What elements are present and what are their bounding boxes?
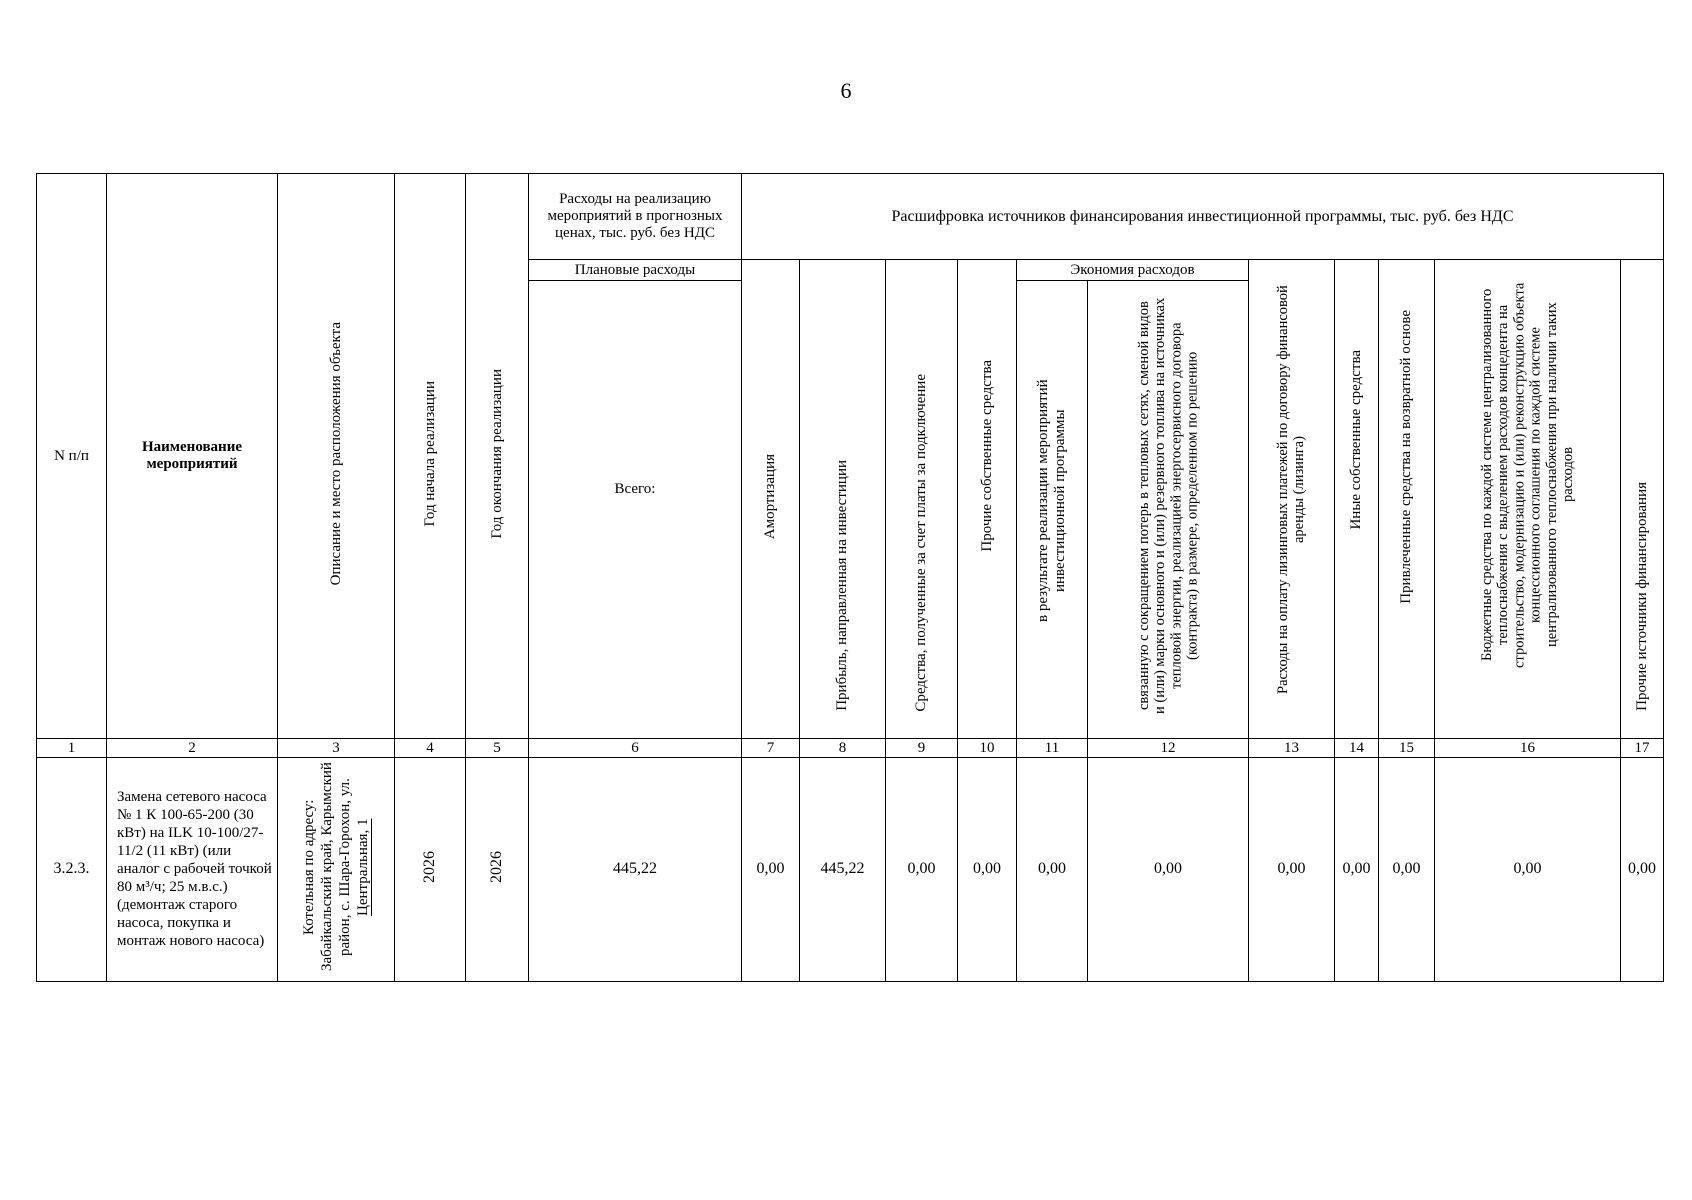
row-year-start: 2026 [395, 758, 466, 982]
row-savings-program: 0,00 [1017, 758, 1088, 982]
header-savings-losses: связанную с сокращением потерь в тепловых сетях, сменой видов и (или) марки основного и (или) резервного топлива на источниках тепловой энергии, реализацией энергосервисного договора (контракта) в размере, определенном по решению [1088, 281, 1249, 739]
row-amortization: 0,00 [742, 758, 800, 982]
investment-program-table [36, 173, 1664, 982]
row-other-own-funds: 0,00 [1335, 758, 1379, 982]
header-savings-program: в результате реализации мероприятий инвестиционной программы [1017, 281, 1088, 739]
header-year-end: Год окончания реализации [466, 174, 529, 739]
header-budget: Бюджетные средства по каждой системе централизованного теплоснабжения с выделением расходов концедента на строительство, модернизацию и (или) реконструкцию объекта концессионного соглашения по каждой системе централизованного теплоснабжения при наличии таких расходов [1435, 260, 1621, 739]
column-number: 13 [1249, 739, 1335, 758]
header-savings: Экономия расходов [1017, 260, 1249, 281]
row-name: Замена сетевого насоса № 1 К 100-65-200 (30 кВт) на ILK 10-100/27-11/2 (11 кВт) (или аналог с рабочей точкой 80 м³/ч; 25 м.в.с.) (демонтаж старого насоса, покупка и монтаж нового насоса) [107, 758, 278, 982]
column-number: 4 [395, 739, 466, 758]
column-number: 7 [742, 739, 800, 758]
row-profit: 445,22 [800, 758, 886, 982]
column-number: 1 [37, 739, 107, 758]
header-year-start: Год начала реализации [395, 174, 466, 739]
row-location: Котельная по адресу: Забайкальский край, Карымский район, с. Шара-Горохон, ул. Центральная, 1 [278, 758, 395, 982]
column-number: 15 [1379, 739, 1435, 758]
header-planned: Плановые расходы Всего: [529, 260, 742, 739]
column-number: 2 [107, 739, 278, 758]
column-number: 17 [1621, 739, 1664, 758]
header-profit: Прибыль, направленная на инвестиции [800, 260, 886, 739]
page-number: 6 [840, 78, 852, 103]
row-num: 3.2.3. [37, 758, 107, 982]
table-row [37, 758, 1664, 982]
column-number: 12 [1088, 739, 1249, 758]
column-number: 14 [1335, 739, 1379, 758]
row-other-own: 0,00 [958, 758, 1017, 982]
row-leasing: 0,00 [1249, 758, 1335, 982]
header-amortization: Амортизация [742, 260, 800, 739]
column-number: 9 [886, 739, 958, 758]
header-leasing: Расходы на оплату лизинговых платежей по договору финансовой аренды (лизинга) [1249, 260, 1335, 739]
header-other-own-funds: Иные собственные средства [1335, 260, 1379, 739]
column-numbers-row [37, 739, 1664, 758]
column-number: 10 [958, 739, 1017, 758]
header-connection-fee: Средства, полученные за счет платы за подключение [886, 260, 958, 739]
header-other-sources: Прочие источники финансирования [1621, 260, 1664, 739]
row-year-end: 2026 [466, 758, 529, 982]
row-total: 445,22 [529, 758, 742, 982]
header-borrowed: Привлеченные средства на возвратной основе [1379, 260, 1435, 739]
header-num: N п/п [37, 174, 107, 739]
header-costs-title: Расходы на реализацию мероприятий в прогнозных ценах, тыс. руб. без НДС [529, 174, 742, 260]
row-savings-losses: 0,00 [1088, 758, 1249, 982]
header-other-own: Прочие собственные средства [958, 260, 1017, 739]
row-location-street: Центральная, 1 [355, 818, 371, 916]
column-number: 5 [466, 739, 529, 758]
column-number: 6 [529, 739, 742, 758]
column-number: 3 [278, 739, 395, 758]
header-sources-title: Расшифровка источников финансирования инвестиционной программы, тыс. руб. без НДС [742, 174, 1664, 260]
header-total: Всего: [614, 481, 656, 497]
row-other-sources: 0,00 [1621, 758, 1664, 982]
header-name: Наименование мероприятий [107, 174, 278, 739]
row-borrowed: 0,00 [1379, 758, 1435, 982]
column-number: 16 [1435, 739, 1621, 758]
row-connection-fee: 0,00 [886, 758, 958, 982]
column-number: 11 [1017, 739, 1088, 758]
column-number: 8 [800, 739, 886, 758]
header-description: Описание и место расположения объекта [278, 174, 395, 739]
row-budget: 0,00 [1435, 758, 1621, 982]
